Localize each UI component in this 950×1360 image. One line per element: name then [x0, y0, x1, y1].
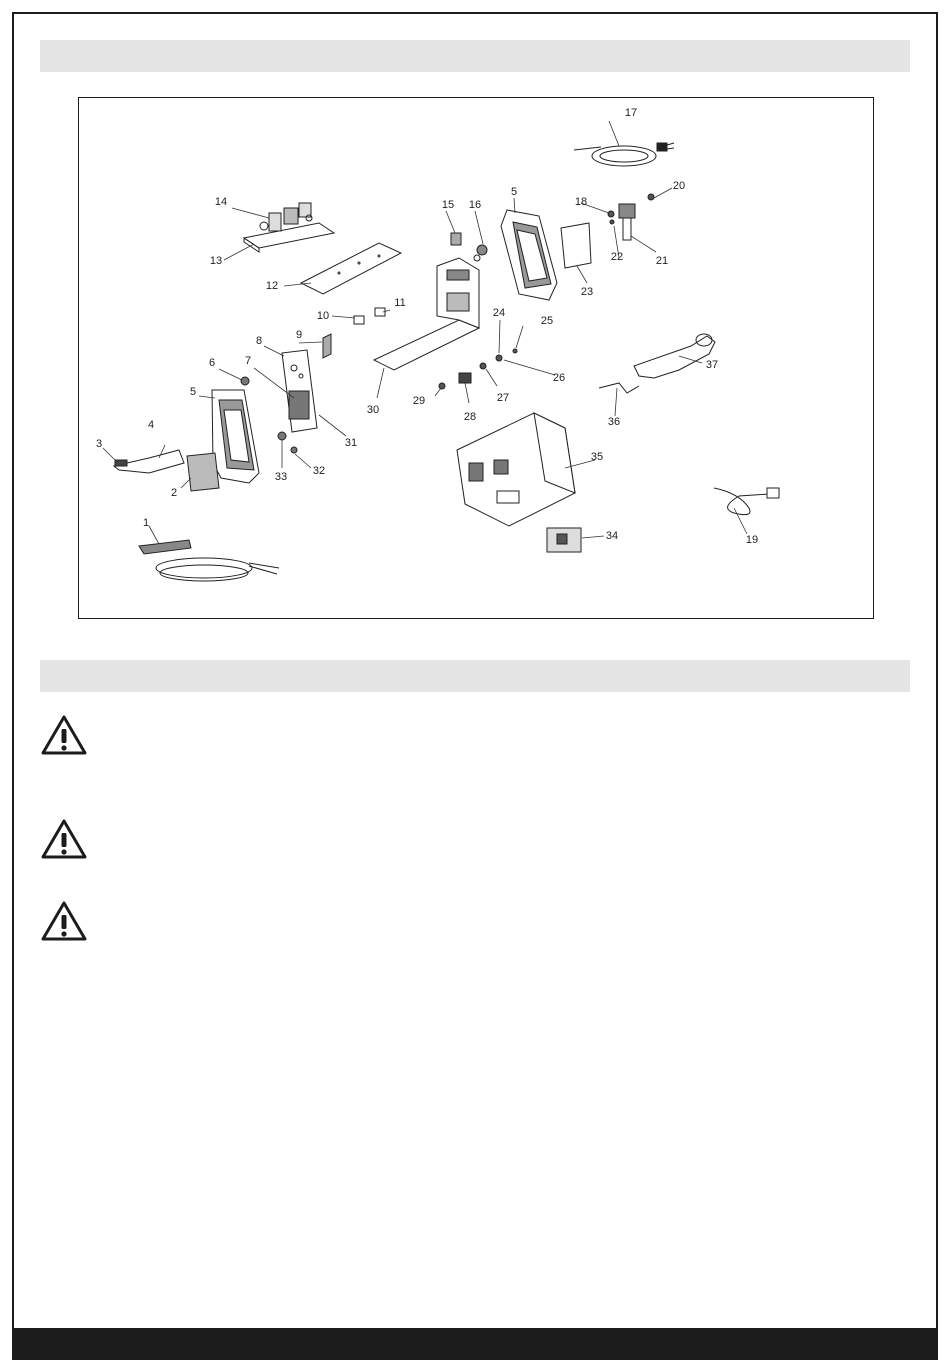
callout-10: 10 [316, 310, 330, 322]
part-front-bezel [212, 390, 259, 483]
callout-27: 28 [463, 411, 477, 423]
part-side-cover [457, 413, 575, 526]
callout-33: 34 [605, 530, 619, 542]
warning-triangle-icon [40, 818, 88, 860]
callout-20: 21 [655, 255, 669, 267]
callout-28: 29 [412, 395, 426, 407]
warning-triangle-icon [40, 714, 88, 756]
part-pcb-board [244, 203, 334, 252]
callout-21: 22 [610, 251, 624, 263]
callout-15: 15 [441, 199, 455, 211]
callout-1: 1 [142, 517, 150, 529]
callout-24: 25 [540, 315, 554, 327]
part-front-panel [282, 350, 317, 432]
callout-37: 19 [745, 534, 759, 546]
callout-19: 20 [672, 180, 686, 192]
callout-11: 11 [394, 297, 406, 309]
part-chassis [374, 258, 479, 370]
callout-35: 36 [607, 416, 621, 428]
callout-29: 30 [366, 404, 380, 416]
callout-4: 4 [147, 419, 155, 431]
callout-3: 3 [95, 438, 103, 450]
callout-32: 33 [274, 471, 288, 483]
callout-13: 13 [209, 255, 223, 267]
exploded-parts-diagram [78, 97, 874, 619]
callout-9: 9 [295, 329, 303, 341]
callout-30: 31 [344, 437, 358, 449]
part-torch [139, 540, 279, 581]
callout-36: 37 [705, 359, 719, 371]
part-rear-panel [501, 210, 557, 300]
callout-7: 7 [244, 355, 252, 367]
callout-31: 32 [312, 465, 326, 477]
callout-25: 26 [552, 372, 566, 384]
callout-17: 18 [574, 196, 588, 208]
section-header-bar-top [40, 40, 910, 72]
part-plate [301, 243, 401, 294]
callout-26: 27 [496, 392, 510, 404]
callout-23: 24 [492, 307, 506, 319]
callout-14: 14 [214, 196, 228, 208]
callout-34: 35 [590, 451, 604, 463]
callout-18: 17 [624, 107, 638, 119]
callout-8: 8 [255, 335, 263, 347]
callout-2: 2 [170, 487, 178, 499]
warning-triangle-icon [40, 900, 88, 942]
callout-6: 6 [208, 357, 216, 369]
callout-12: 12 [265, 280, 279, 292]
part-power-cord [574, 143, 674, 166]
callout-16: 16 [468, 199, 482, 211]
callout-5-rear: 5 [510, 186, 518, 198]
part-ground-cable [114, 450, 184, 473]
footer-bar [12, 1328, 938, 1360]
section-header-bar-bottom [40, 660, 910, 692]
callout-5-front: 5 [189, 386, 197, 398]
callout-22: 23 [580, 286, 594, 298]
